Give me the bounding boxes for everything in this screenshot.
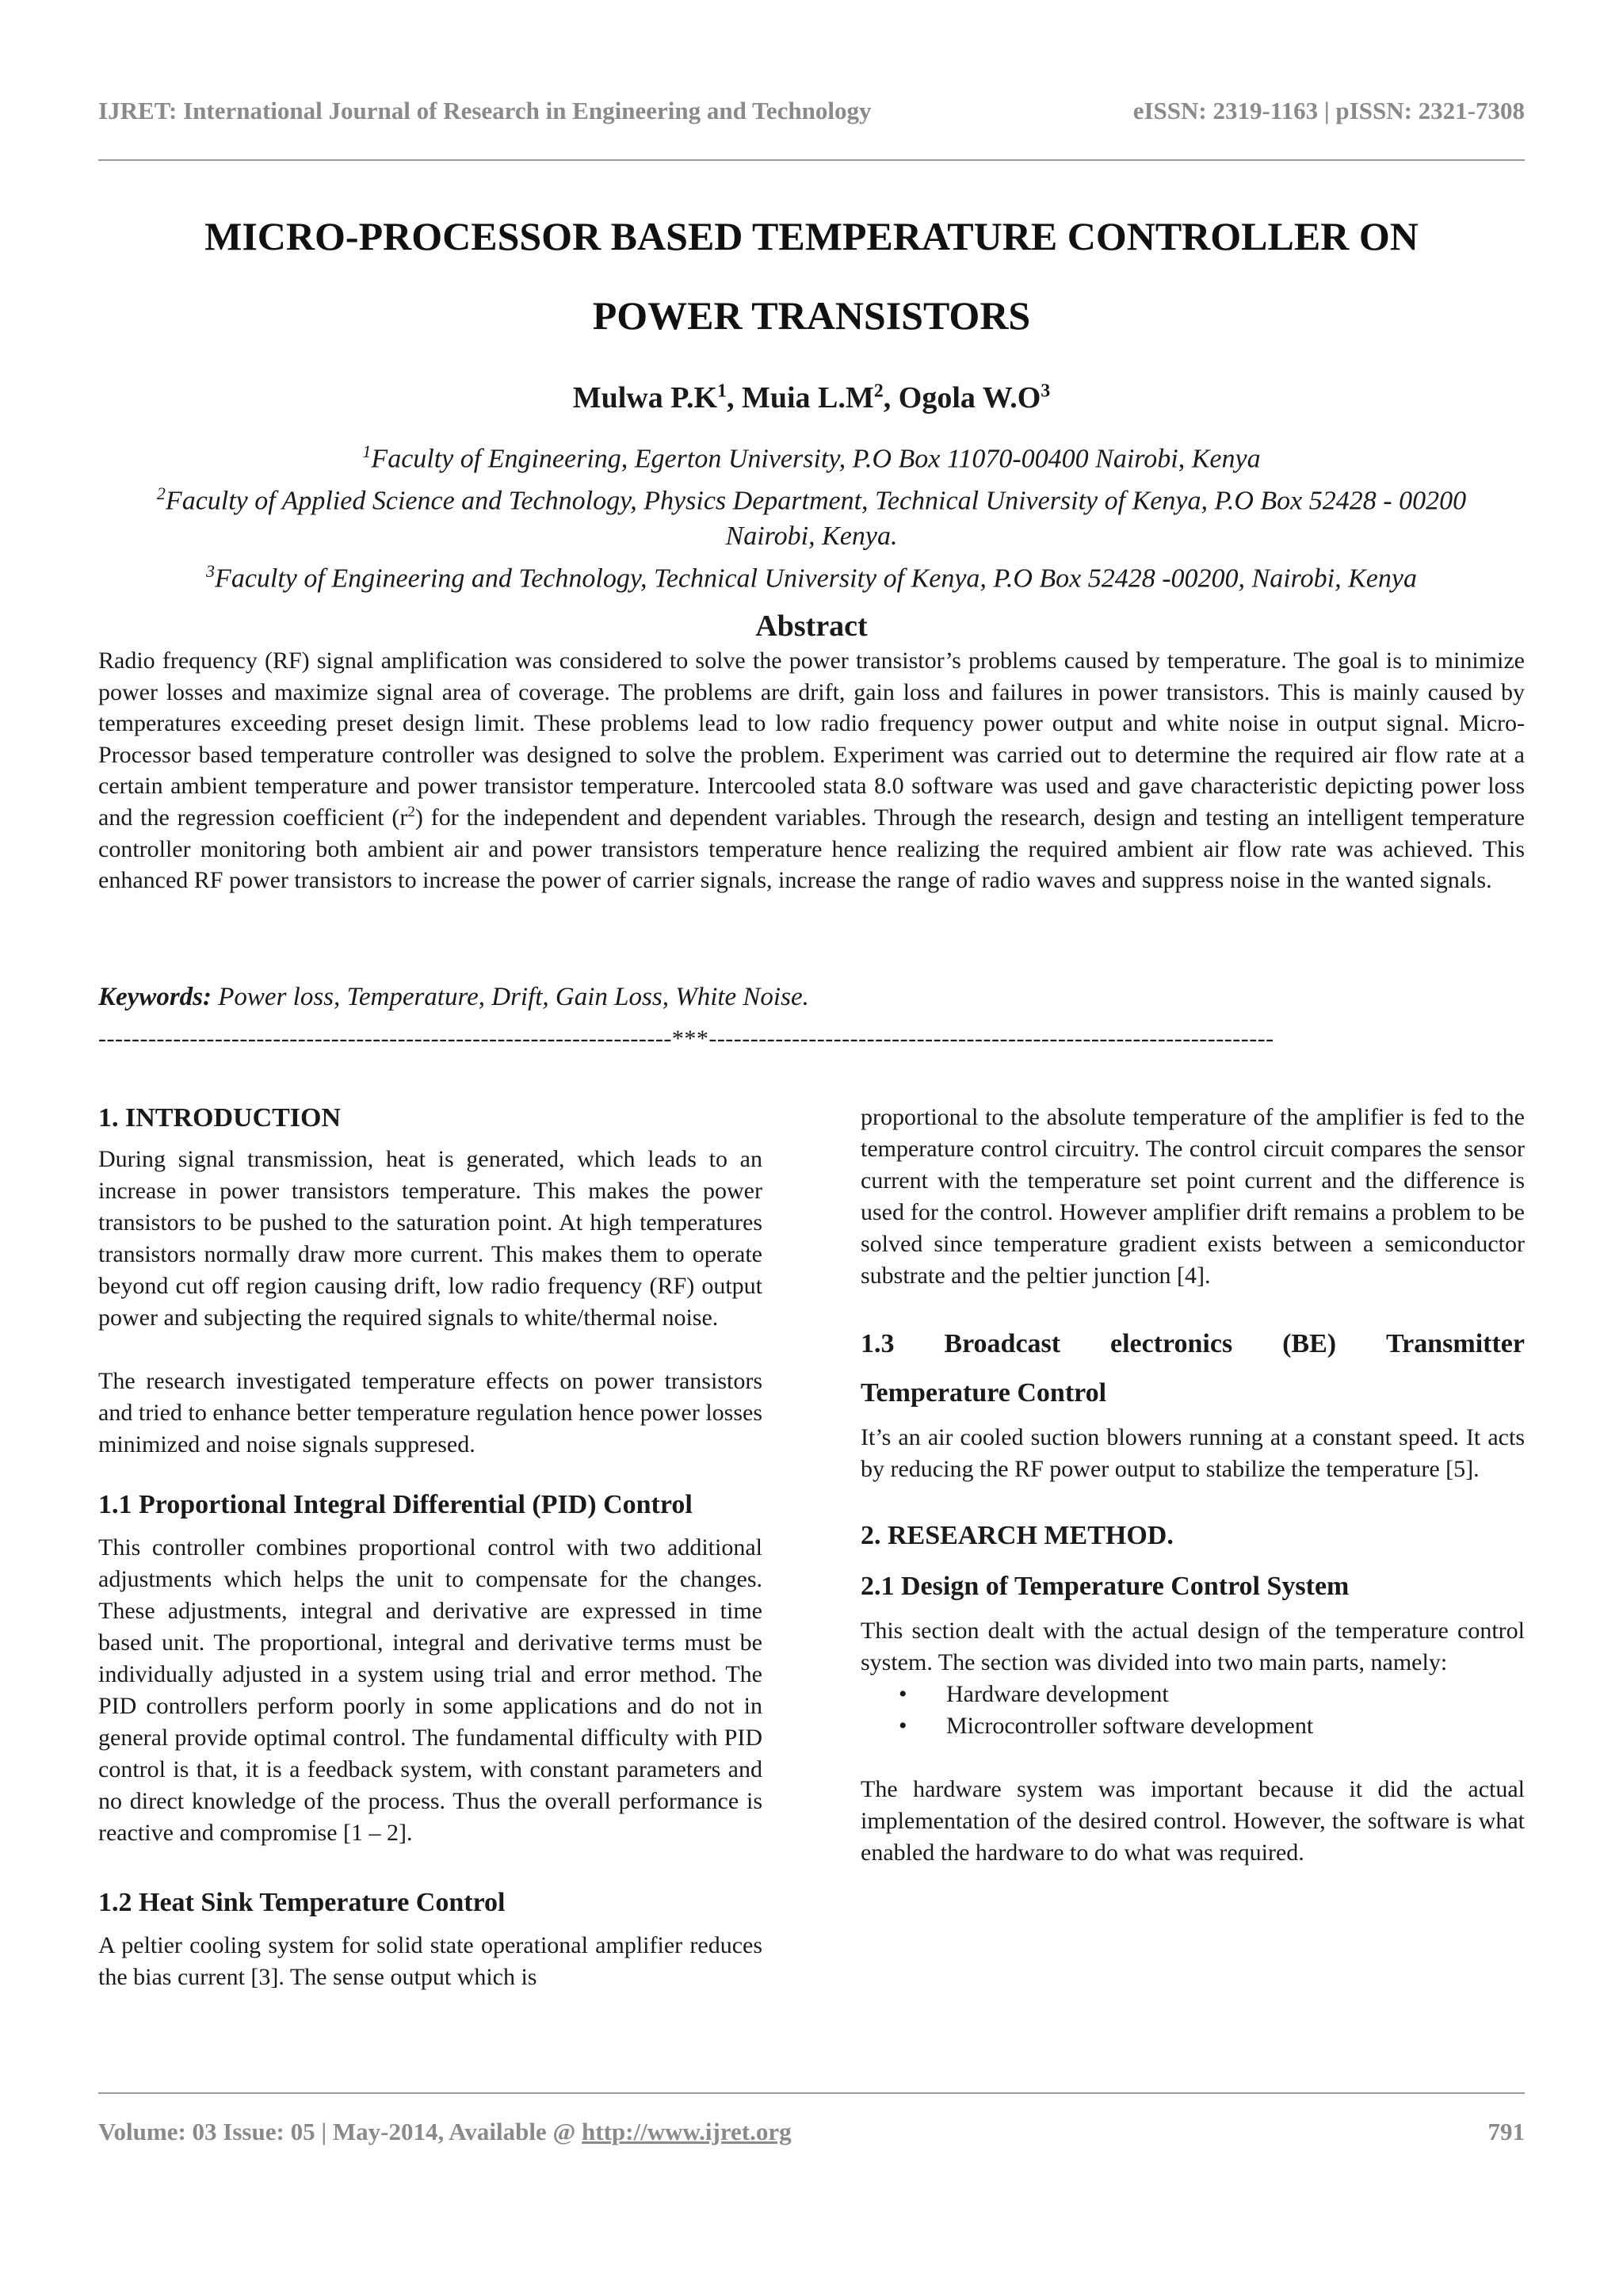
heat-sink-paragraph: A peltier cooling system for solid state operational amplifier reduces the bias current [3]. The sense output which is (98, 1932, 762, 1990)
abstract-body (98, 645, 1525, 896)
author-sup: 3 (1041, 380, 1051, 402)
affiliation-1 (98, 434, 1525, 476)
affiliation-text: Faculty of Applied Science and Technology, Physics Department, Technical University of Kenya, P.O Box 52428 - 00200 Nairobi, Kenya. (165, 486, 1467, 551)
affiliation-text: Faculty of Engineering, Egerton University, P.O Box 11070-00400 Nairobi, Kenya (371, 444, 1261, 474)
affiliation-sup: 2 (156, 483, 166, 504)
intro-paragraph-1: During signal transmission, heat is generated, which leads to an increase in power transistors temperature. This makes the power transistors to be pushed to the saturation point. At high temperatures transistors normally draw more current. This makes them to operate beyond cut off region causing drift, low radio frequency (RF) output power and subjecting the required signals to white/thermal noise. (98, 1146, 762, 1331)
heading-word: electronics (1110, 1329, 1233, 1358)
author-name: Mulwa P.K (572, 381, 717, 415)
heading-word: Broadcast (944, 1329, 1061, 1358)
header-rule (98, 159, 1525, 161)
affiliation-2 (98, 476, 1525, 553)
author-sep: , (727, 381, 742, 415)
right-column (861, 1102, 1525, 1869)
footer-link[interactable]: http://www.ijret.org (582, 2118, 792, 2145)
affiliations (98, 434, 1525, 596)
author-sep: , (883, 381, 899, 415)
section-heading-introduction: 1. INTRODUCTION (98, 1103, 342, 1133)
section-heading-research-method: 2. RESEARCH METHOD. (861, 1521, 1174, 1550)
bullet-item: • Microcontroller software development (946, 1710, 1525, 1742)
section-separator: ---------------------------------------------------------------------***-------------------------------------------------------------------- (98, 1026, 1274, 1052)
design-bullet-list (861, 1679, 1525, 1742)
author-name: Muia L.M (742, 381, 874, 415)
intro-paragraph-2: The research investigated temperature effects on power transistors and tried to enhance better temperature regulation hence power losses minimized and noise signals suppresed. (98, 1368, 762, 1457)
author-sup: 2 (873, 380, 884, 402)
broadcast-paragraph: It’s an air cooled suction blowers running at a constant speed. It acts by reducing the RF power output to stabilize the temperature [5]. (861, 1424, 1525, 1482)
section-heading-broadcast-line-2: Temperature Control (861, 1378, 1107, 1408)
affiliation-sup: 3 (206, 560, 216, 581)
design-paragraph-2: The hardware system was important because it did the actual implementation of the desired control. However, the software is what enabled the hardware to do what was required. (861, 1776, 1525, 1866)
keywords-label: Keywords: (98, 983, 212, 1011)
author-list (98, 380, 1525, 415)
continued-paragraph: proportional to the absolute temperature of the amplifier is fed to the temperature control circuitry. The control circuit compares the sensor current with the temperature set point current and the difference is used for the control. However amplifier drift remains a problem to be solved since temperature gradient exists between a semiconductor substrate and the peltier junction [4]. (861, 1104, 1525, 1289)
abstract-text: ) for the independent and dependent variables. Through the research, design and testing an intelligent temperature controller monitoring both ambient air and power transistors temperature hence realizing the required ambient air flow rate was achieved. This enhanced RF power transistors to increase the power of carrier signals, increase the range of radio waves and suppress noise in the wanted signals. (98, 804, 1525, 894)
abstract-text: Radio frequency (RF) signal amplification was considered to solve the power transistor’s problems caused by temperature. The goal is to minimize power losses and maximize signal area of coverage. The problems are drift, gain loss and failures in power transistors. This is mainly caused by temperatures exceeding preset design limit. These problems lead to low radio frequency power output and white noise in output signal. Micro-Processor based temperature controller was designed to solve the problem. Experiment was carried out to determine the required air flow rate at a certain ambient temperature and power transistor temperature. Intercooled stata 8.0 software was used and gave characteristic depicting power loss and the regression coefficient (r (98, 648, 1525, 831)
paper-title (98, 197, 1525, 355)
footer-volume (98, 2118, 792, 2146)
author-sup: 1 (717, 380, 727, 402)
author-name: Ogola W.O (898, 381, 1041, 415)
footer-rule (98, 2092, 1525, 2094)
title-line-2: POWER TRANSISTORS (592, 293, 1031, 338)
page-number: 791 (1487, 2118, 1525, 2145)
affiliation-sup: 1 (362, 441, 372, 461)
section-heading-pid: 1.1 Proportional Integral Differential (PID) Control (98, 1490, 693, 1519)
journal-header: IJRET: International Journal of Research in Engineering and Technology (98, 97, 872, 124)
issn-header: eISSN: 2319-1163 | pISSN: 2321-7308 (1132, 97, 1525, 124)
title-line-1: MICRO-PROCESSOR BASED TEMPERATURE CONTROLLER ON (204, 214, 1419, 258)
left-column (98, 1101, 762, 1993)
pid-paragraph: This controller combines proportional control with two additional adjustments which helps the unit to compensate for the changes. These adjustments, integral and derivative are expressed in time based unit. The proportional, integral and derivative terms must be individually adjusted in a system using trial and error method. The PID controllers perform poorly in some applications and do not in general provide optimal control. The fundamental difficulty with PID control is that, it is a feedback system, with constant parameters and no direct knowledge of the process. Thus the overall performance is reactive and compromise [1 – 2]. (98, 1534, 762, 1846)
footer-text: Volume: 03 Issue: 05 | May-2014, Available @ (98, 2118, 582, 2145)
heading-word: Transmitter (1385, 1329, 1525, 1358)
design-paragraph-1: This section dealt with the actual design of the temperature control system. The section was divided into two main parts, namely: (861, 1618, 1525, 1675)
keywords (98, 983, 1525, 1012)
abstract-sup: 2 (407, 803, 415, 820)
keywords-text: Power loss, Temperature, Drift, Gain Loss, White Noise. (212, 983, 809, 1011)
heading-word: (BE) (1282, 1329, 1337, 1358)
affiliation-text: Faculty of Engineering and Technology, Technical University of Kenya, P.O Box 52428 -00200, Nairobi, Kenya (215, 563, 1417, 593)
affiliation-3 (98, 554, 1525, 596)
section-heading-design: 2.1 Design of Temperature Control System (861, 1572, 1350, 1601)
section-heading-broadcast (861, 1327, 1525, 1362)
abstract-heading: Abstract (755, 609, 868, 643)
section-heading-heat-sink: 1.2 Heat Sink Temperature Control (98, 1888, 506, 1917)
bullet-item: • Hardware development (946, 1679, 1525, 1710)
heading-word: 1.3 (861, 1329, 895, 1358)
